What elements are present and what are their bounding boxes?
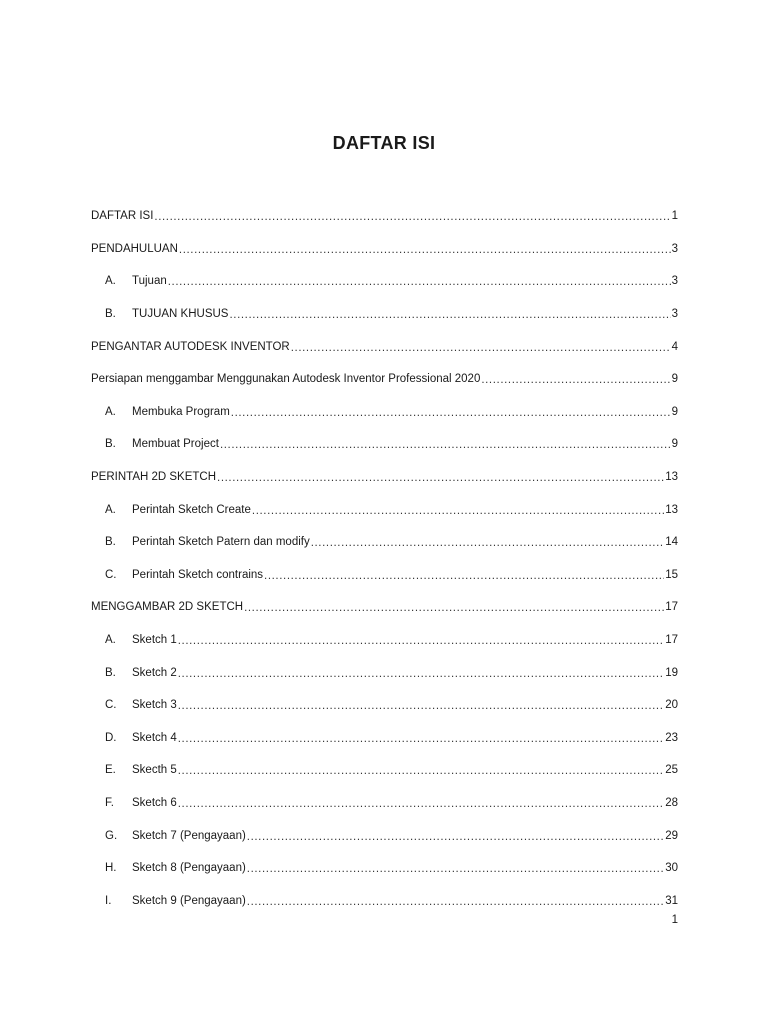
toc-entry-page: 3	[671, 242, 678, 255]
toc-entry-page: 23	[665, 731, 678, 744]
toc-entry-label: Perintah Sketch contrains	[132, 568, 264, 581]
toc-entry-page: 3	[671, 275, 678, 288]
toc-entry-page: 15	[665, 568, 678, 581]
toc-dot-leader	[178, 765, 664, 777]
toc-entry[interactable]	[91, 559, 678, 592]
toc-entry[interactable]	[91, 265, 678, 298]
toc-entry-marker: B.	[105, 536, 116, 549]
toc-entry-page: 9	[671, 438, 678, 451]
toc-entry-label: Sketch 1	[132, 634, 177, 647]
toc-entry-label: Perintah Sketch Create	[132, 503, 251, 516]
toc-entry-page: 28	[665, 796, 678, 809]
toc-entry[interactable]	[91, 624, 678, 657]
toc-dot-leader	[178, 733, 664, 745]
toc-entry[interactable]	[91, 233, 678, 266]
toc-entry-page: 9	[671, 373, 678, 386]
toc-dot-leader	[178, 700, 664, 712]
toc-entry-marker: D.	[105, 731, 117, 744]
toc-entry[interactable]	[91, 787, 678, 820]
toc-entry-page: 19	[665, 666, 678, 679]
toc-entry-page: 17	[665, 634, 678, 647]
toc-entry[interactable]	[91, 689, 678, 722]
toc-entry-page: 30	[665, 862, 678, 875]
toc-entry[interactable]	[91, 722, 678, 755]
toc-entry-page: 13	[665, 471, 678, 484]
toc-entry-marker: A.	[105, 405, 116, 418]
toc-dot-leader	[247, 896, 664, 908]
toc-entry-marker: F.	[105, 796, 114, 809]
toc-entry-label: Perintah Sketch Patern dan modify	[132, 536, 310, 549]
toc-entry-marker: A.	[105, 503, 116, 516]
toc-entry-label: Tujuan	[132, 275, 167, 288]
toc-dot-leader	[481, 374, 670, 386]
toc-entry-label: Membuat Project	[132, 438, 219, 451]
toc-entry-label: PERINTAH 2D SKETCH	[91, 471, 217, 484]
toc-dot-leader	[252, 505, 664, 517]
toc-entry-page: 14	[665, 536, 678, 549]
toc-entry[interactable]	[91, 884, 678, 917]
toc-dot-leader	[231, 407, 671, 419]
toc-entry[interactable]	[91, 591, 678, 624]
toc-dot-leader	[229, 309, 670, 321]
toc-entry-marker: A.	[105, 634, 116, 647]
toc-entry-marker: G.	[105, 829, 118, 842]
toc-entry[interactable]	[91, 298, 678, 331]
toc-entry-label: Sketch 6	[132, 796, 177, 809]
toc-entry-marker: E.	[105, 764, 116, 777]
toc-entry-label: TUJUAN KHUSUS	[132, 308, 229, 321]
toc-entry-label: Sketch 3	[132, 699, 177, 712]
toc-entry-label: Skecth 5	[132, 764, 177, 777]
toc-entry-page: 1	[671, 210, 678, 223]
toc-entry-page: 25	[665, 764, 678, 777]
toc-dot-leader	[168, 276, 671, 288]
toc-entry-marker: B.	[105, 438, 116, 451]
toc-dot-leader	[178, 798, 664, 810]
toc-entry-page: 17	[665, 601, 678, 614]
toc-dot-leader	[291, 342, 671, 354]
table-of-contents	[91, 200, 678, 917]
toc-entry-label: Membuka Program	[132, 405, 230, 418]
toc-entry-marker: A.	[105, 275, 116, 288]
toc-entry-page: 20	[665, 699, 678, 712]
toc-entry-label: PENDAHULUAN	[91, 242, 178, 255]
toc-dot-leader	[178, 635, 664, 647]
page-title: DAFTAR ISI	[332, 133, 436, 153]
toc-entry[interactable]	[91, 428, 678, 461]
toc-entry-label: MENGGAMBAR 2D SKETCH	[91, 601, 244, 614]
toc-entry[interactable]	[91, 852, 678, 885]
toc-entry-label: DAFTAR ISI	[91, 210, 154, 223]
toc-entry-page: 3	[671, 308, 678, 321]
toc-entry-page: 31	[665, 894, 678, 907]
toc-entry-label: PENGANTAR AUTODESK INVENTOR	[91, 340, 290, 353]
toc-entry-page: 29	[665, 829, 678, 842]
toc-dot-leader	[178, 668, 664, 680]
toc-entry-label: Sketch 4	[132, 731, 177, 744]
toc-dot-leader	[217, 472, 664, 484]
toc-entry[interactable]	[91, 754, 678, 787]
toc-entry-marker: B.	[105, 666, 116, 679]
toc-entry[interactable]	[91, 819, 678, 852]
toc-entry-marker: C.	[105, 568, 117, 581]
toc-entry-label: Sketch 9 (Pengayaan)	[132, 894, 246, 907]
toc-dot-leader	[311, 537, 664, 549]
toc-entry-label: Persiapan menggambar Menggunakan Autodesk Inventor Professional 2020	[91, 373, 481, 386]
toc-entry-marker: H.	[105, 862, 117, 875]
toc-dot-leader	[244, 602, 664, 614]
toc-entry[interactable]	[91, 200, 678, 233]
toc-entry-label: Sketch 7 (Pengayaan)	[132, 829, 246, 842]
toc-entry-label: Sketch 2	[132, 666, 177, 679]
toc-entry[interactable]	[91, 363, 678, 396]
toc-entry[interactable]	[91, 330, 678, 363]
toc-entry-page: 4	[671, 340, 678, 353]
toc-entry-marker: C.	[105, 699, 117, 712]
toc-entry[interactable]	[91, 396, 678, 429]
toc-entry[interactable]	[91, 493, 678, 526]
toc-entry-page: 13	[665, 503, 678, 516]
toc-entry-marker: B.	[105, 308, 116, 321]
toc-dot-leader	[247, 831, 664, 843]
toc-entry[interactable]	[91, 656, 678, 689]
toc-dot-leader	[220, 439, 671, 451]
toc-entry-page: 9	[671, 405, 678, 418]
page-number: 1	[671, 914, 678, 926]
toc-dot-leader	[247, 863, 664, 875]
toc-entry[interactable]	[91, 526, 678, 559]
toc-entry[interactable]	[91, 461, 678, 494]
toc-entry-label: Sketch 8 (Pengayaan)	[132, 862, 246, 875]
toc-dot-leader	[264, 570, 664, 582]
toc-entry-marker: I.	[105, 894, 112, 907]
toc-dot-leader	[154, 211, 670, 223]
toc-dot-leader	[179, 244, 671, 256]
